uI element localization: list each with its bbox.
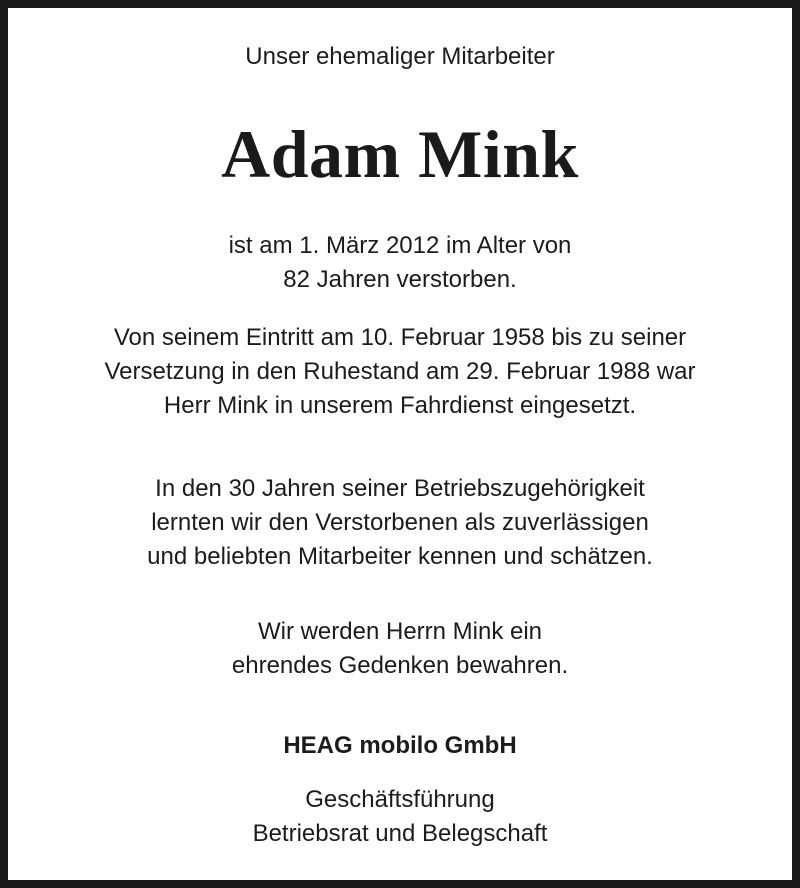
death-line-2: 82 Jahren verstorben. [283, 266, 517, 293]
death-line-1: ist am 1. März 2012 im Alter von [228, 232, 572, 259]
company-name: HEAG mobilo GmbH [283, 732, 517, 759]
signature-line-1: Geschäftsführung [305, 786, 495, 813]
obituary-notice [8, 8, 792, 880]
appreciation-line-2: lernten wir den Verstorbenen als zuverlässigen [151, 509, 649, 536]
service-line-3: Herr Mink in unserem Fahrdienst eingesetzt. [163, 392, 637, 419]
intro-text: Unser ehemaliger Mitarbeiter [245, 43, 555, 70]
service-line-2: Versetzung in den Ruhestand am 29. Februar 1988 war [104, 358, 696, 385]
deceased-name: Adam Mink [221, 116, 579, 192]
memory-line-2: ehrendes Gedenken bewahren. [231, 652, 569, 679]
appreciation-line-3: und beliebten Mitarbeiter kennen und schätzen. [147, 543, 653, 570]
memory-line-1: Wir werden Herrn Mink ein [257, 618, 543, 645]
service-line-1: Von seinem Eintritt am 10. Februar 1958 bis zu seiner [113, 324, 687, 351]
appreciation-line-1: In den 30 Jahren seiner Betriebszugehörigkeit [155, 475, 645, 502]
signature-line-2: Betriebsrat und Belegschaft [252, 820, 548, 847]
